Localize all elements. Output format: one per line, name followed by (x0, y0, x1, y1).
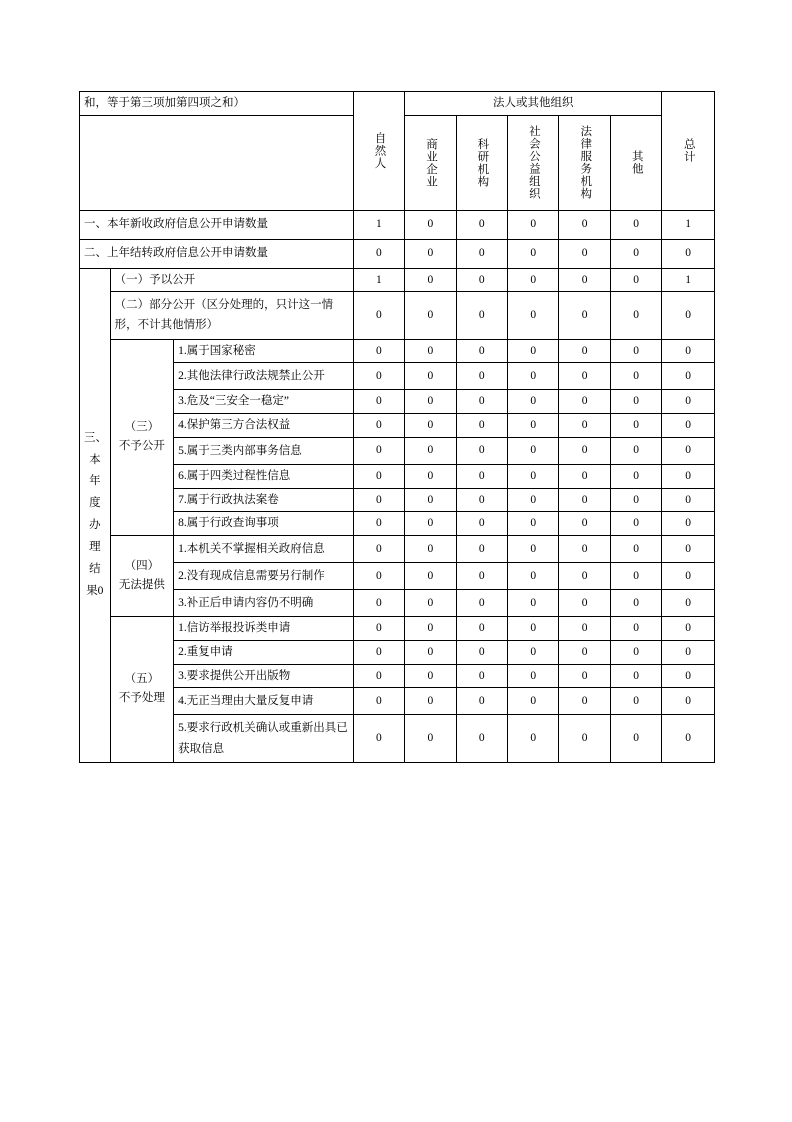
cell-value: 0 (662, 512, 715, 536)
cell-value: 0 (353, 664, 404, 688)
table-row (80, 390, 715, 414)
cell-value: 0 (507, 339, 558, 363)
cell-value: 0 (610, 688, 662, 715)
item-label: 5.要求行政机关确认或重新出具已获取信息 (174, 715, 354, 762)
cell-value: 1 (353, 210, 404, 239)
header-spacer (80, 115, 354, 210)
cell-value: 0 (610, 437, 662, 464)
header-other (610, 115, 662, 210)
cell-value: 0 (610, 239, 662, 268)
cell-value: 0 (662, 437, 715, 464)
cell-value: 0 (405, 563, 456, 590)
header-research-institution-label: 科研机构 (476, 137, 489, 188)
cell-value: 0 (353, 590, 404, 617)
cell-value: 0 (353, 488, 404, 512)
cell-value: 0 (662, 617, 715, 641)
cell-value: 0 (456, 464, 507, 488)
group-number: （四） (124, 559, 160, 572)
cell-value: 0 (507, 414, 558, 438)
cell-value: 0 (610, 339, 662, 363)
cell-value: 0 (353, 292, 404, 339)
cell-value: 0 (507, 292, 558, 339)
header-social-welfare-org-label: 社会公益组织 (527, 125, 540, 201)
cell-value: 0 (456, 715, 507, 762)
cell-value: 0 (405, 414, 456, 438)
cell-value: 0 (559, 664, 610, 688)
item-label: 4.保护第三方合法权益 (174, 414, 354, 438)
cell-value: 0 (353, 414, 404, 438)
cell-value: 0 (559, 390, 610, 414)
table-row (80, 268, 715, 292)
cell-value: 0 (559, 414, 610, 438)
cell-value: 0 (507, 363, 558, 390)
table-row (80, 488, 715, 512)
cell-value: 1 (353, 268, 404, 292)
cell-value: 0 (559, 239, 610, 268)
cell-value: 0 (456, 210, 507, 239)
cell-value: 0 (507, 563, 558, 590)
header-legal-service-institution-label: 法律服务机构 (579, 125, 592, 201)
cell-value: 0 (353, 239, 404, 268)
cell-value: 1 (662, 210, 715, 239)
cell-value: 0 (405, 688, 456, 715)
cell-value: 0 (507, 268, 558, 292)
cell-value: 0 (405, 339, 456, 363)
cell-value: 0 (405, 640, 456, 664)
header-total-label: 总计 (682, 138, 695, 164)
cell-value: 0 (405, 488, 456, 512)
cell-value: 0 (610, 363, 662, 390)
cell-value: 0 (507, 488, 558, 512)
cell-value: 0 (610, 617, 662, 641)
cell-value: 0 (610, 715, 662, 762)
cell-value: 0 (662, 292, 715, 339)
cell-value: 0 (353, 535, 404, 562)
cell-value: 0 (456, 640, 507, 664)
cell-value: 0 (456, 535, 507, 562)
cell-value: 0 (456, 488, 507, 512)
cell-value: 0 (405, 390, 456, 414)
cell-value: 0 (405, 512, 456, 536)
cell-value: 0 (507, 715, 558, 762)
group-name: 不予处理 (118, 692, 165, 705)
statistics-table-container (79, 91, 715, 763)
cell-value: 0 (559, 488, 610, 512)
cell-value: 0 (507, 464, 558, 488)
group-number: （二） (114, 299, 150, 312)
cell-value: 0 (610, 512, 662, 536)
cell-value: 0 (610, 664, 662, 688)
cell-value: 0 (610, 268, 662, 292)
cell-value: 0 (456, 363, 507, 390)
item-label: 5.属于三类内部事务信息 (174, 437, 354, 464)
group-label-not-processed (110, 617, 173, 762)
table-row (80, 535, 715, 562)
item-label: 2.其他法律行政法规禁止公开 (174, 363, 354, 390)
cell-value: 0 (662, 339, 715, 363)
cell-value: 0 (610, 640, 662, 664)
cell-value: 0 (662, 590, 715, 617)
header-legal-entity-group: 法人或其他组织 (405, 92, 662, 116)
cell-value: 0 (456, 688, 507, 715)
cell-value: 0 (610, 210, 662, 239)
cell-value: 0 (456, 563, 507, 590)
cell-value: 0 (353, 363, 404, 390)
header-other-label: 其他 (630, 150, 643, 176)
cell-value: 0 (456, 268, 507, 292)
cell-value: 0 (610, 390, 662, 414)
cell-value: 0 (662, 664, 715, 688)
government-information-disclosure-request-table (79, 91, 715, 763)
item-label: 2.重复申请 (174, 640, 354, 664)
table-row (80, 292, 715, 339)
cell-value: 0 (456, 414, 507, 438)
cell-value: 0 (610, 464, 662, 488)
table-row (80, 590, 715, 617)
cell-value: 0 (662, 640, 715, 664)
header-natural-person-label: 自然人 (373, 132, 386, 170)
cell-value: 0 (405, 464, 456, 488)
cell-value: 0 (610, 563, 662, 590)
group-label-partially-disclosed (110, 292, 353, 339)
header-natural-person (353, 92, 404, 211)
cell-value: 0 (507, 210, 558, 239)
cell-value: 0 (507, 390, 558, 414)
cell-value: 0 (507, 590, 558, 617)
cell-value: 0 (456, 590, 507, 617)
cell-value: 0 (610, 414, 662, 438)
section-label-annual-processing-results: 三、本年度办理结果0 (80, 268, 111, 762)
cell-value: 0 (507, 239, 558, 268)
cell-value: 0 (456, 390, 507, 414)
cell-value: 0 (353, 339, 404, 363)
cell-value: 0 (507, 512, 558, 536)
table-row (80, 339, 715, 363)
cell-value: 0 (405, 715, 456, 762)
cell-value: 0 (405, 664, 456, 688)
cell-value: 0 (405, 437, 456, 464)
item-label: 1.属于国家秘密 (174, 339, 354, 363)
table-row (80, 512, 715, 536)
group-label-not-disclosed (110, 339, 173, 535)
cell-value: 0 (610, 292, 662, 339)
cell-value: 0 (507, 437, 558, 464)
cell-value: 0 (405, 292, 456, 339)
group-name: 无法提供 (118, 579, 165, 592)
cell-value: 0 (507, 664, 558, 688)
cell-value: 0 (662, 488, 715, 512)
table-row (80, 239, 715, 268)
cell-value: 0 (353, 715, 404, 762)
cell-value: 0 (559, 535, 610, 562)
cell-value: 0 (662, 414, 715, 438)
item-label: 6.属于四类过程性信息 (174, 464, 354, 488)
cell-value: 0 (662, 535, 715, 562)
group-label-unable-to-provide (110, 535, 173, 616)
cell-value: 0 (559, 292, 610, 339)
cell-value: 0 (662, 239, 715, 268)
table-row (80, 640, 715, 664)
cell-value: 0 (353, 617, 404, 641)
cell-value: 0 (559, 363, 610, 390)
group-name: 不予公开 (118, 440, 165, 453)
cell-value: 0 (559, 617, 610, 641)
cell-value: 0 (353, 563, 404, 590)
cell-value: 0 (507, 617, 558, 641)
cell-value: 0 (456, 617, 507, 641)
table-row (80, 715, 715, 762)
item-label: 2.没有现成信息需要另行制作 (174, 563, 354, 590)
item-label: 4.无正当理由大量反复申请 (174, 688, 354, 715)
item-label: 1.信访举报投诉类申请 (174, 617, 354, 641)
cell-value: 1 (662, 268, 715, 292)
header-total (662, 92, 715, 211)
item-label: 3.补正后申请内容仍不明确 (174, 590, 354, 617)
row-label-carried-over-requests: 二、上年结转政府信息公开申请数量 (80, 239, 354, 268)
cell-value: 0 (559, 268, 610, 292)
table-row (80, 437, 715, 464)
cell-value: 0 (456, 512, 507, 536)
item-label: 1.本机关不掌握相关政府信息 (174, 535, 354, 562)
cell-value: 0 (353, 640, 404, 664)
cell-value: 0 (610, 535, 662, 562)
cell-value: 0 (353, 688, 404, 715)
group-label-disclosed (110, 268, 353, 292)
group-number: （五） (124, 672, 160, 685)
table-row (80, 210, 715, 239)
cell-value: 0 (456, 239, 507, 268)
cell-value: 0 (353, 390, 404, 414)
item-label: 7.属于行政执法案卷 (174, 488, 354, 512)
cell-value: 0 (559, 688, 610, 715)
cell-value: 0 (456, 339, 507, 363)
cell-value: 0 (559, 590, 610, 617)
cell-value: 0 (507, 535, 558, 562)
cell-value: 0 (559, 640, 610, 664)
item-label: 8.属于行政查询事项 (174, 512, 354, 536)
cell-value: 0 (662, 715, 715, 762)
cell-value: 0 (405, 239, 456, 268)
cell-value: 0 (507, 688, 558, 715)
table-row (80, 688, 715, 715)
cell-value: 0 (405, 590, 456, 617)
table-row (80, 617, 715, 641)
group-name: 予以公开 (149, 273, 196, 286)
cell-value: 0 (559, 210, 610, 239)
cell-value: 0 (662, 563, 715, 590)
cell-value: 0 (456, 292, 507, 339)
cell-value: 0 (610, 488, 662, 512)
cell-value: 0 (353, 437, 404, 464)
cell-value: 0 (662, 363, 715, 390)
cell-value: 0 (662, 688, 715, 715)
table-header-row-1 (80, 92, 715, 116)
cell-value: 0 (456, 664, 507, 688)
table-row (80, 363, 715, 390)
cell-value: 0 (405, 363, 456, 390)
cell-value: 0 (405, 617, 456, 641)
item-label: 3.危及“三安全一稳定” (174, 390, 354, 414)
table-row (80, 664, 715, 688)
cell-value: 0 (559, 512, 610, 536)
cell-value: 0 (559, 464, 610, 488)
cell-value: 0 (456, 437, 507, 464)
cell-value: 0 (559, 437, 610, 464)
group-number: （三） (124, 420, 160, 433)
table-row (80, 563, 715, 590)
header-social-welfare-org (507, 115, 558, 210)
table-row (80, 464, 715, 488)
item-label: 3.要求提供公开出版物 (174, 664, 354, 688)
group-number: （一） (114, 273, 150, 286)
header-commercial-enterprise (405, 115, 456, 210)
header-legal-service-institution (559, 115, 610, 210)
cell-value: 0 (405, 268, 456, 292)
cell-value: 0 (559, 339, 610, 363)
table-row (80, 414, 715, 438)
cell-value: 0 (353, 464, 404, 488)
continued-note-cell: 和，等于第三项加第四项之和） (80, 92, 354, 116)
cell-value: 0 (610, 590, 662, 617)
group-name: 部分公开（区分处理的，只计这一情形，不计其他情形） (114, 299, 334, 332)
cell-value: 0 (559, 715, 610, 762)
cell-value: 0 (662, 464, 715, 488)
cell-value: 0 (507, 640, 558, 664)
cell-value: 0 (662, 390, 715, 414)
header-research-institution (456, 115, 507, 210)
cell-value: 0 (559, 563, 610, 590)
cell-value: 0 (353, 512, 404, 536)
header-commercial-enterprise-label: 商业企业 (424, 137, 437, 188)
cell-value: 0 (405, 210, 456, 239)
cell-value: 0 (405, 535, 456, 562)
row-label-new-requests: 一、本年新收政府信息公开申请数量 (80, 210, 354, 239)
